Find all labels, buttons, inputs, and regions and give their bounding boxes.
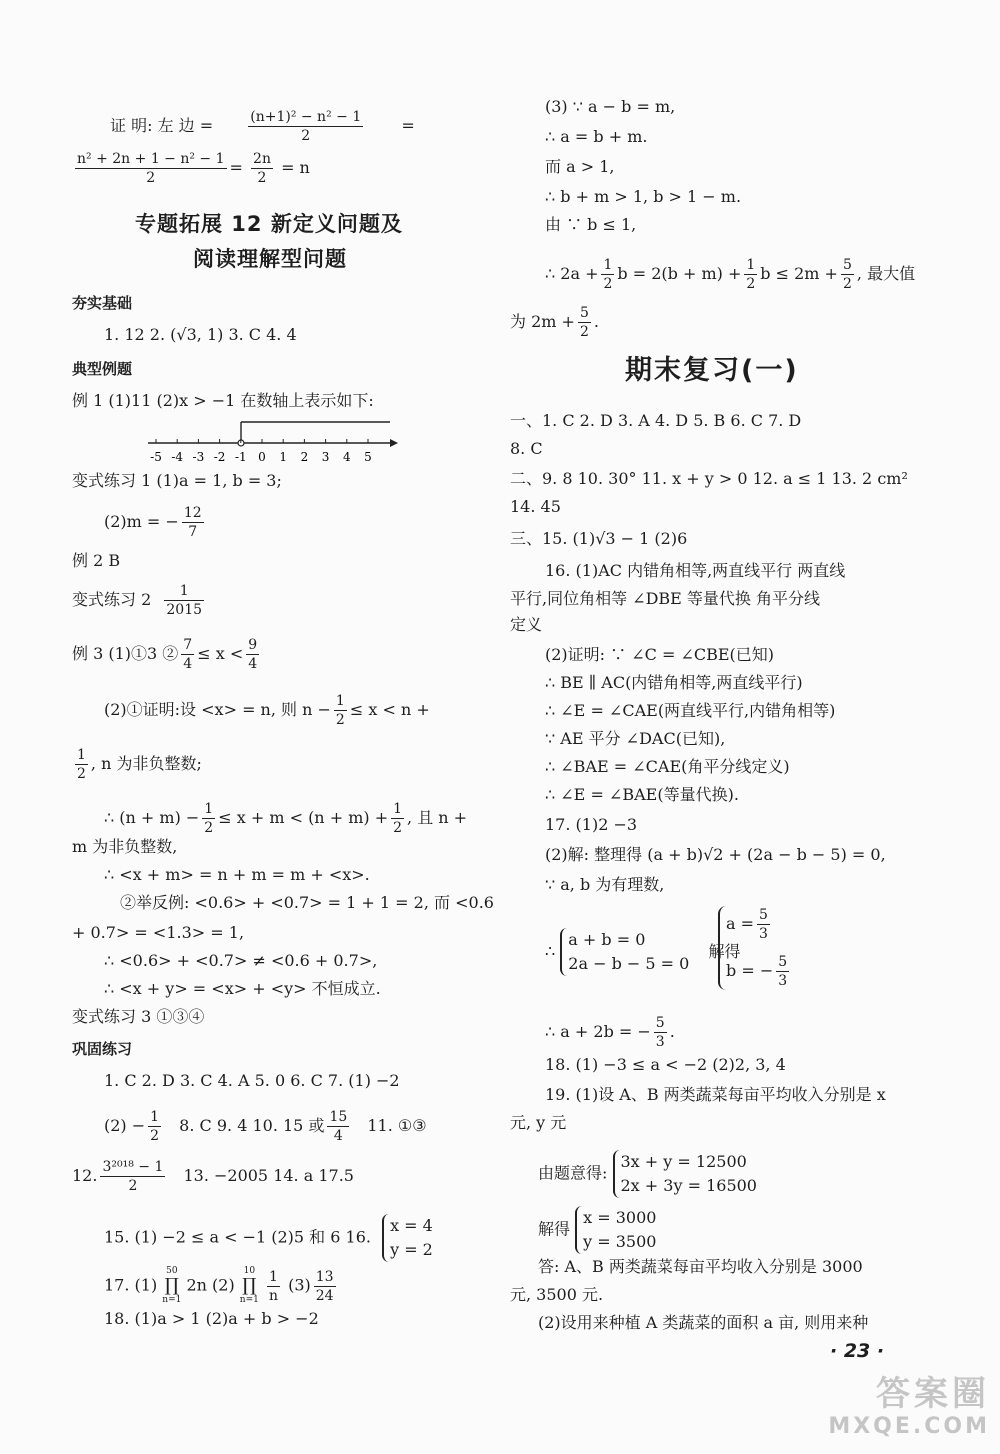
tick-label: -3 [192,450,205,464]
example-3-2b [72,746,202,783]
frac-den: 7 [188,524,198,540]
frac-num: 5 [655,1015,665,1031]
review-q19f: 元, 3500 元. [510,1285,604,1304]
solve-label: 解得 [708,941,741,961]
fraction [314,1268,336,1305]
res-b-pre: b = − [726,961,774,980]
proof-left-label: 证 明: 左 边 = [110,116,219,135]
review-q16h: ∴ ∠BAE = ∠CAE(角平分线定义) [545,757,790,776]
period: . [669,1022,675,1041]
frac-den: 2 [579,324,589,340]
review-title: 期末复习(一) [625,355,799,386]
sys-eq-1: x = 3000 [583,1208,657,1227]
tick-label: 5 [364,450,372,464]
review-q19-system [538,1150,757,1198]
ex3-pre: 例 3 (1)①3 ② [72,644,179,663]
consolidate-2 [104,1108,427,1145]
right-r5: 由 ∵ b ≤ 1, [545,215,637,234]
frac-den: 2 [842,276,852,292]
sys-eq-1: 3x + y = 12500 [620,1152,747,1171]
c3-pre: 12. [72,1166,98,1185]
tick-label: 1 [279,450,288,464]
prod-bottom: n=1 [239,1295,259,1305]
frac-num: 1 [335,693,345,709]
basics-label: 夯实基础 [72,294,133,312]
example-3-2c [104,800,467,837]
example-3-2a [104,692,430,729]
frac-num: 1 [164,582,204,601]
review-q19-result [538,1206,656,1254]
frac-den: 3 [778,973,788,989]
c2-pre: (2) − [104,1116,146,1135]
example-3-2f: ②举反例: <0.6> + <0.7> = 1 + 1 = 2, 而 <0.6 [120,893,494,912]
tick-label: -4 [171,450,184,464]
frac-den: 2 [603,276,613,292]
q17-result-b [726,953,792,990]
review-q19g: (2)设用来种植 A 类蔬菜的面积 a 亩, 则用来种 [538,1313,869,1332]
fraction [601,256,614,293]
ex3-2c-pre: ∴ (n + m) − [104,808,200,827]
fraction [327,1108,349,1145]
frac-num: 5 [759,907,768,923]
frac-den: 2 [393,820,403,836]
frac-den: 3 [759,926,768,942]
frac-den: 2 [301,128,311,144]
review-q2: 二、9. 8 10. 30° 11. x + y > 0 12. a ≤ 1 13. 2 cm² [510,469,908,488]
frac-den: 3 [655,1034,665,1050]
prod-symbol: ∏ [164,1275,179,1296]
c2-tail: 11. ①③ [367,1116,427,1135]
example-3-2e: ∴ <x + m> = n + m = m + <x>. [104,865,370,884]
tick-label: -2 [213,450,226,464]
review-q17c: ∵ a, b 为有理数, [545,875,665,894]
fraction [181,636,194,673]
fraction [251,150,273,187]
eq-sign: = [401,116,415,135]
c5-mid1: 2n (2) [186,1275,235,1295]
frac-den: 2015 [166,602,203,618]
page-number: · 23 · [830,1340,885,1362]
frac-num: 12 [183,505,202,521]
review-q16b: 平行,同位角相等 ∠DBE 等量代换 角平分线 [510,589,821,608]
ex3-2a: (2)①证明:设 <x> = n, 则 n − [104,700,331,719]
r6-pre: ∴ 2a + [545,264,599,283]
var2-label: 变式练习 2 [72,590,152,609]
fraction [148,1108,161,1145]
review-q16e: ∴ BE ∥ AC(内错角相等,两直线平行) [545,673,803,692]
frac-num: 1 [267,1268,280,1287]
sys-eq-1: a + b = 0 [568,930,646,949]
consolidate-5 [104,1266,339,1306]
review-q19b: 元, y 元 [510,1113,567,1132]
q17d-pre: ∴ a + 2b = − [545,1022,651,1041]
consolidate-1: 1. C 2. D 3. C 4. A 5. 0 6. C 7. (1) −2 [104,1071,400,1090]
res-a-pre: a = [726,914,755,933]
right-r7 [510,304,599,341]
frac-den: 2 [257,170,267,186]
frac-den: 24 [315,1287,334,1304]
variant-1b [104,504,207,541]
frac-num: 5 [579,305,589,321]
consolidate-6: 18. (1)a > 1 (2)a + b > −2 [104,1309,319,1328]
fraction [654,1014,667,1051]
examples-label: 典型例题 [72,360,133,378]
sys-eq-2: 2x + 3y = 16500 [620,1176,757,1195]
fraction [841,256,854,293]
frac-den: 2 [746,276,756,292]
prod-bottom: n=1 [162,1295,182,1305]
equation-system [613,1150,757,1198]
right-r2: ∴ a = b + m. [545,127,648,146]
proof-tail: = n [281,158,310,177]
basics-answers: 1. 12 2. (√3, 1) 3. C 4. 4 [104,325,297,344]
frac-num: 3²⁰¹⁸ − 1 [102,1159,164,1175]
review-q1b: 8. C [510,439,543,458]
c5-pre: 17. (1) [104,1275,158,1295]
fraction [246,636,259,673]
right-r4: ∴ b + m > 1, b > 1 − m. [545,187,742,206]
frac-num: 15 [329,1109,348,1125]
fraction [744,256,757,293]
c3-tail: 13. −2005 14. a 17.5 [183,1166,354,1185]
sys-eq-1: x = 4 [390,1216,433,1235]
review-q17d [545,1014,675,1051]
r7-pre: 为 2m + [510,312,575,331]
c2-mid: 8. C 9. 4 10. 15 或 [179,1116,325,1135]
fraction [75,746,88,783]
section-title-line2: 阅读理解型问题 [193,247,347,271]
example-3-2d: m 为非负整数, [72,837,178,856]
frac-num: 13 [315,1268,334,1285]
c4-text: 15. (1) −2 ≤ a < −1 (2)5 和 6 16. [104,1227,371,1247]
review-q1: 一、1. C 2. D 3. A 4. D 5. B 6. C 7. D [510,411,802,430]
frac-den: 2 [150,1128,160,1144]
frac-den: 2 [77,766,86,782]
review-q16c: 定义 [510,615,543,634]
example-3-2i: ∴ <x + y> = <x> + <y> 不恒成立. [104,979,381,998]
tick-label: 2 [300,450,309,464]
fraction [391,800,404,837]
tick-label: -5 [150,450,162,464]
fraction [75,150,227,187]
ex3-2a-tail: ≤ x < n + [349,700,430,719]
frac-num: 2n [253,151,271,167]
equation-system [575,1206,656,1254]
equation-system [382,1214,433,1262]
watermark-top: 答案圈 [876,1374,990,1414]
tick-label: 4 [342,450,351,464]
review-q16f: ∴ ∠E = ∠CAE(两直线平行,内错角相等) [545,701,836,720]
fraction [100,1158,165,1195]
frac-num: 1 [204,801,214,817]
right-r1: (3) ∵ a − b = m, [545,97,676,116]
example-3-2g: + 0.7> = <1.3> = 1, [72,923,245,942]
fraction [334,692,347,729]
review-q2b: 14. 45 [510,497,561,516]
frac-den: 4 [333,1128,343,1144]
example-3-1 [72,636,262,673]
q19c-label: 由题意得: [538,1163,608,1183]
number-line [140,418,400,466]
frac-num: 5 [842,257,852,273]
fraction [757,906,770,943]
r6-mid1: b = 2(b + m) + [617,264,742,283]
q17-result-a [726,906,792,943]
fraction [776,953,789,990]
frac-num: (n+1)² − n² − 1 [250,109,362,125]
frac-num: 5 [778,954,788,970]
ex3-2c-mid: ≤ x + m < (n + m) + [218,808,389,827]
review-q19e: 答: A、B 两类蔬菜每亩平均收入分别是 3000 [538,1257,863,1276]
variant-2 [72,582,207,619]
product-operator [162,1266,181,1306]
sys-eq-2: 2a − b − 5 = 0 [568,954,690,973]
frac-den: 2 [146,170,156,186]
fraction [578,304,591,341]
prod-top: 50 [166,1266,178,1276]
r7-tail: . [593,312,599,331]
example-2: 例 2 B [72,551,121,570]
proof-line-2: $\frac{\text{n² + 2n + 1 − n² − 1}}{2}$ = $\frac{2n}{2}$ = n [77,151,310,186]
ex3-2c-tail: , 且 n + [407,808,468,827]
frac-num: 1 [603,257,613,273]
frac-den: 4 [183,656,193,672]
review-q17-system [545,928,740,976]
consolidate-4 [104,1214,433,1262]
proof-line [110,108,415,145]
r6-tail: , 最大值 [856,264,916,283]
frac-num: 1 [77,747,86,763]
frac-den: 2 [335,712,345,728]
tick-label: -1 [234,450,247,464]
frac-num: 9 [248,637,258,653]
review-q17b: (2)解: 整理得 (a + b)√2 + (2a − b − 5) = 0, [545,845,886,864]
frac-den: n [268,1287,278,1304]
right-r6 [545,256,915,293]
equation-system [560,928,689,976]
c5-mid2: (3) [288,1275,311,1295]
review-q16d: (2)证明: ∵ ∠C = ∠CBE(已知) [545,645,775,664]
review-q3: 三、15. (1)√3 − 1 (2)6 [510,529,688,548]
consolidate-label: 巩固练习 [72,1040,133,1058]
fraction [182,504,204,541]
frac-num: n² + 2n + 1 − n² − 1 [77,151,225,167]
q19d-label: 解得 [538,1219,571,1239]
frac-num: 1 [393,801,403,817]
therefore-sign: ∴ [545,941,556,961]
review-q16a: 16. (1)AC 内错角相等,两直线平行 两直线 [545,561,846,580]
example-1: 例 1 (1)11 (2)x > −1 在数轴上表示如下: [72,391,374,410]
review-q16g: ∵ AE 平分 ∠DAC(已知), [545,729,726,748]
variant-1a: 变式练习 1 (1)a = 1, b = 3; [72,471,282,490]
frac-num: 7 [183,637,193,653]
number-line-arrow [390,439,398,447]
tick-label: 0 [258,450,266,464]
review-q19a: 19. (1)设 A、B 两类蔬菜每亩平均收入分别是 x [545,1085,886,1104]
review-q18: 18. (1) −3 ≤ a < −2 (2)2, 3, 4 [545,1055,786,1074]
prod-top: 10 [243,1266,256,1276]
frac-den: 2 [128,1178,138,1194]
q17-result-system [718,906,792,990]
consolidate-3 [72,1158,354,1195]
frac-num: 1 [746,257,756,273]
review-q16i: ∴ ∠E = ∠BAE(等量代换). [545,785,739,804]
prod-symbol: ∏ [242,1275,257,1296]
example-3-2h: ∴ <0.6> + <0.7> ≠ <0.6 + 0.7>, [104,951,378,970]
ex3-2b-tail: , n 为非负整数; [90,754,202,773]
fraction [164,582,204,619]
fraction [267,1268,280,1305]
frac-num: 1 [150,1109,160,1125]
section-title-line1: 专题拓展 12 新定义问题及 [135,212,403,236]
r6-mid2: b ≤ 2m + [760,264,838,283]
fraction [248,108,363,145]
sys-eq-2: y = 2 [390,1240,433,1259]
watermark-logo [820,1374,990,1446]
watermark-bottom: MXQE.COM [828,1414,990,1439]
right-r3: 而 a > 1, [545,157,615,176]
var1-b-pre: (2)m = − [104,512,179,531]
frac-den: 2 [204,820,214,836]
sys-eq-2: y = 3500 [583,1232,657,1251]
review-q17a: 17. (1)2 −3 [545,815,638,834]
tick-label: 3 [321,450,330,464]
fraction [202,800,215,837]
ex3-mid: ≤ x < [197,644,244,663]
product-operator [240,1266,259,1306]
frac-den: 4 [248,656,258,672]
variant-3: 变式练习 3 ①③④ [72,1007,205,1026]
